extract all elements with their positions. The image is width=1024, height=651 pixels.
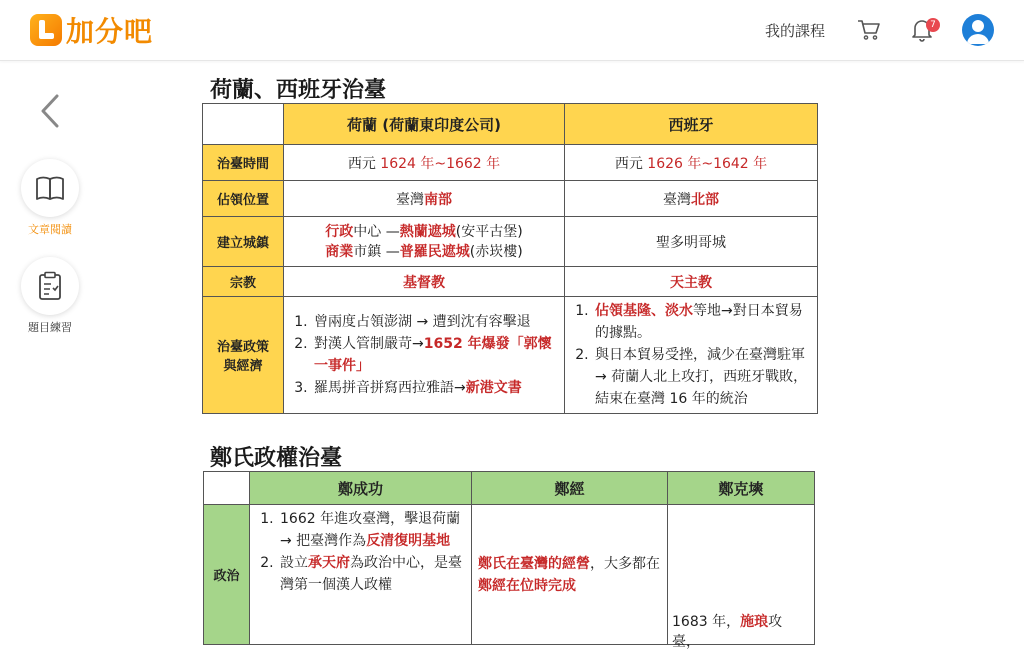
cell-zj-politics: 鄭氏在臺灣的經營，大多都在鄭經在位時完成 <box>472 505 668 645</box>
cell-es-city: 聖多明哥城 <box>565 217 818 267</box>
col-header-zheng-chenggong: 鄭成功 <box>250 472 472 505</box>
cell-es-time: 西元 1626 年~1642 年 <box>565 145 818 181</box>
cell-nl-city: 行政中心 —熱蘭遮城(安平古堡) 商業市鎮 —普羅民遮城(赤崁樓) <box>284 217 565 267</box>
row-header-time: 治臺時間 <box>203 145 284 181</box>
col-header-netherlands: 荷蘭 (荷蘭東印度公司) <box>284 104 565 145</box>
logo-mark-icon <box>30 14 62 46</box>
book-icon <box>35 175 65 201</box>
cell-nl-religion: 基督教 <box>284 267 565 297</box>
clipboard-icon <box>37 271 63 301</box>
col-header-zheng-jing: 鄭經 <box>472 472 668 505</box>
cell-nl-location: 臺灣南部 <box>284 181 565 217</box>
zheng-table <box>203 471 815 650</box>
cell-zcg-politics <box>250 505 472 645</box>
dutch-spanish-table <box>202 103 818 414</box>
section-title-zheng: 鄭氏政權治臺 <box>210 446 343 471</box>
my-courses-link[interactable]: 我的課程 <box>765 22 826 40</box>
row-header-religion: 宗教 <box>203 267 284 297</box>
cell-nl-policy <box>284 297 565 414</box>
cell-zks-politics: 1683 年，施琅攻臺， <box>668 505 815 645</box>
sidebar-item-practice[interactable] <box>21 257 79 315</box>
cell-nl-time: 西元 1624 年~1662 年 <box>284 145 565 181</box>
list-item: 1. 1662 年進攻臺灣，擊退荷蘭 → 把臺灣作為反清復明基地 <box>278 508 467 552</box>
chevron-left-icon[interactable] <box>38 93 62 129</box>
col-header-spain: 西班牙 <box>565 104 818 145</box>
col-header-zheng-keshuang: 鄭克塽 <box>668 472 815 505</box>
sidebar-item-article-reading[interactable] <box>21 159 79 217</box>
list-item: 2. 設立承天府為政治中心，是臺灣第一個漢人政權 <box>278 552 467 596</box>
table-corner <box>204 472 250 505</box>
cell-es-policy <box>565 297 818 414</box>
list-item: 3. 羅馬拼音拼寫西拉雅語→新港文書 <box>312 377 560 399</box>
row-header-city: 建立城鎮 <box>203 217 284 267</box>
row-header-politics: 政治 <box>204 505 250 645</box>
avatar[interactable] <box>962 14 994 46</box>
row-header-location: 佔領位置 <box>203 181 284 217</box>
top-header <box>0 0 1024 61</box>
logo-text: 加分吧 <box>66 15 154 48</box>
list-item: 2. 與日本貿易受挫，減少在臺灣駐軍→ 荷蘭人北上攻打，西班牙戰敗，結束在臺灣 16 年的統治 <box>593 344 813 410</box>
user-avatar-icon <box>962 14 994 46</box>
cell-es-location: 臺灣北部 <box>565 181 818 217</box>
row-header-policy: 治臺政策 與經濟 <box>203 297 284 414</box>
cell-es-religion: 天主教 <box>565 267 818 297</box>
list-item: 1. 曾兩度占領澎湖 → 遭到沈有容擊退 <box>312 311 560 333</box>
logo[interactable] <box>30 12 153 48</box>
cart-icon[interactable] <box>857 19 881 41</box>
list-item: 1. 佔領基隆、淡水等地→對日本貿易的據點。 <box>593 300 813 344</box>
notification-badge: 7 <box>926 18 940 32</box>
table-corner <box>203 104 284 145</box>
sidebar-item-label-practice[interactable]: 題目練習 <box>28 321 72 334</box>
list-item: 2. 對漢人管制嚴苛→1652 年爆發「郭懷一事件」 <box>312 333 560 377</box>
sidebar-item-label-article[interactable]: 文章閱讀 <box>28 223 72 236</box>
section-title-dutch-spanish: 荷蘭、西班牙治臺 <box>210 78 387 103</box>
